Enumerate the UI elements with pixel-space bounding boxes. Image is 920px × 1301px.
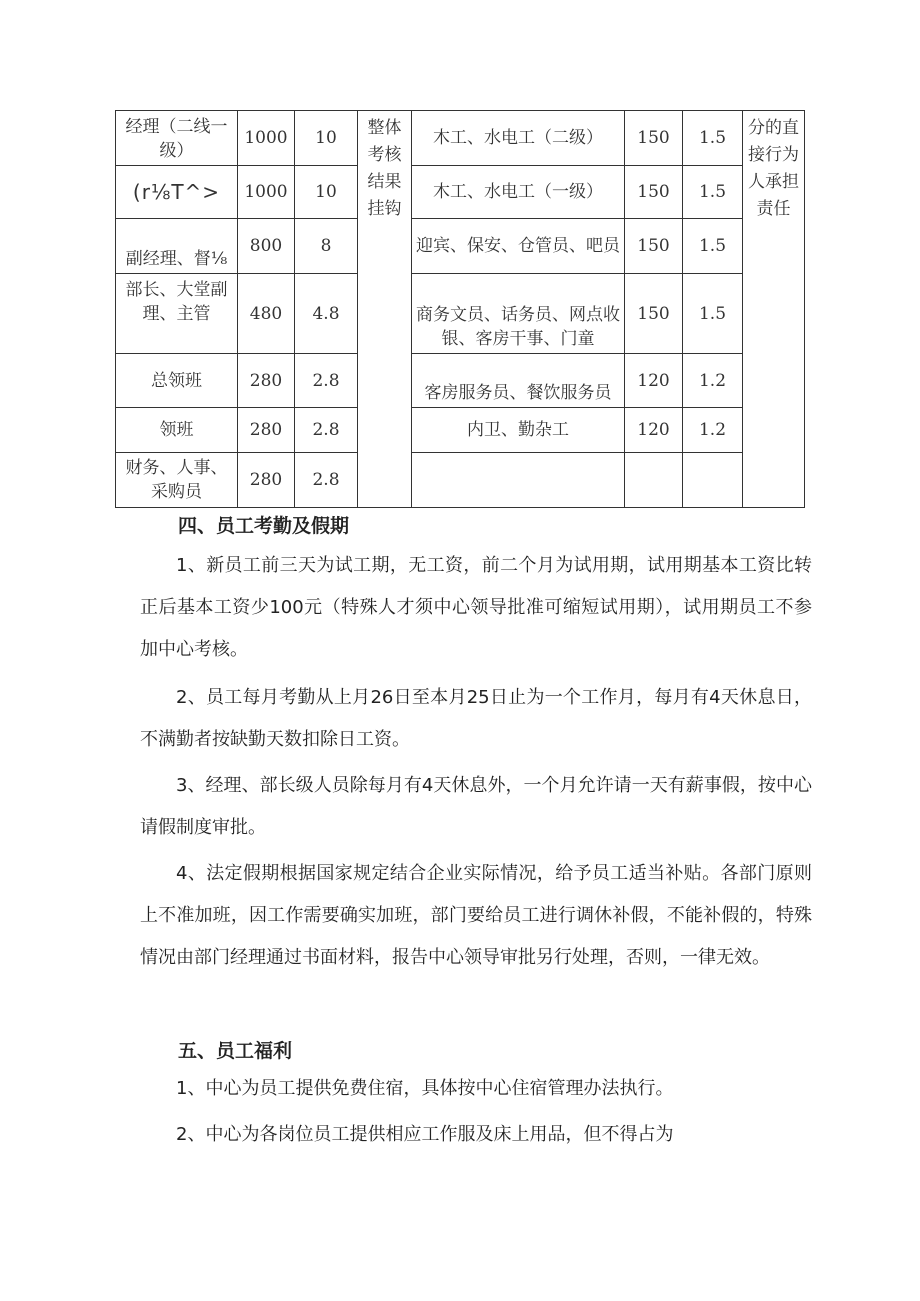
coefficient-cell: 10 [295, 111, 358, 166]
table-row [116, 219, 805, 274]
coefficient-cell: 1.5 [683, 274, 743, 354]
amount-cell: 480 [238, 274, 295, 354]
position-cell: 商务文员、话务员、网点收银、客房干事、门童 [412, 274, 625, 354]
position-cell: 经理（二线一级） [116, 111, 238, 166]
position-cell: 木工、水电工（二级） [412, 111, 625, 166]
amount-cell: 280 [238, 453, 295, 508]
coefficient-cell: 1.5 [683, 111, 743, 166]
position-cell: 木工、水电工（一级） [412, 166, 625, 219]
table-row [116, 274, 805, 354]
coefficient-cell: 1.5 [683, 166, 743, 219]
amount-cell: 280 [238, 408, 295, 453]
position-cell: 领班 [116, 408, 238, 453]
position-cell: 副经理、督⅛ [116, 219, 238, 274]
assessment-note: 整体考核结果挂钩 [358, 111, 412, 508]
table-row [116, 453, 805, 508]
amount-cell [625, 453, 683, 508]
paragraph: 4、法定假期根据国家规定结合企业实际情况，给予员工适当补贴。各部门原则上不准加班，因工作需要确实加班，部门要给员工进行调休补假，不能补假的，特殊情况由部门经理通过书面材料，报告中心领导审批另行处理，否则，一律无效。 [140, 863, 812, 968]
table-row [116, 166, 805, 219]
table-row [116, 408, 805, 453]
amount-cell: 150 [625, 111, 683, 166]
coefficient-cell: 2.8 [295, 408, 358, 453]
amount-cell: 150 [625, 219, 683, 274]
paragraph: 2、员工每月考勤从上月26日至本月25日止为一个工作月，每月有4天休息日，不满勤者按缺勤天数扣除日工资。 [140, 687, 812, 750]
coefficient-cell: 1.2 [683, 408, 743, 453]
coefficient-cell: 1.5 [683, 219, 743, 274]
table-row [116, 111, 805, 166]
position-cell [412, 453, 625, 508]
amount-cell: 150 [625, 166, 683, 219]
amount-cell: 1000 [238, 111, 295, 166]
position-cell: 财务、人事、采购员 [116, 453, 238, 508]
coefficient-cell [683, 453, 743, 508]
coefficient-cell: 10 [295, 166, 358, 219]
amount-cell: 120 [625, 408, 683, 453]
position-cell: 内卫、勤杂工 [412, 408, 625, 453]
position-cell: (r⅛T^> [116, 166, 238, 219]
position-cell: 客房服务员、餐饮服务员 [412, 354, 625, 408]
position-cell: 部长、大堂副理、主管 [116, 274, 238, 354]
section-heading: 五、员工福利 [178, 1040, 293, 1062]
responsibility-note: 分的直接行为人承担责任 [743, 111, 805, 508]
coefficient-cell: 8 [295, 219, 358, 274]
coefficient-cell: 4.8 [295, 274, 358, 354]
paragraph: 1、新员工前三天为试工期，无工资，前二个月为试用期，试用期基本工资比转正后基本工资少100元（特殊人才须中心领导批准可缩短试用期），试用期员工不参加中心考核。 [140, 555, 812, 660]
position-cell: 迎宾、保安、仓管员、吧员 [412, 219, 625, 274]
salary-table [115, 110, 805, 508]
amount-cell: 150 [625, 274, 683, 354]
coefficient-cell: 2.8 [295, 453, 358, 508]
coefficient-cell: 2.8 [295, 354, 358, 408]
amount-cell: 1000 [238, 166, 295, 219]
table-row [116, 354, 805, 408]
coefficient-cell: 1.2 [683, 354, 743, 408]
paragraph: 2、中心为各岗位员工提供相应工作服及床上用品，但不得占为 [176, 1124, 674, 1145]
paragraph: 3、经理、部长级人员除每月有4天休息外，一个月允许请一天有薪事假，按中心请假制度审批。 [140, 775, 812, 838]
amount-cell: 120 [625, 354, 683, 408]
paragraph: 1、中心为员工提供免费住宿，具体按中心住宿管理办法执行。 [176, 1078, 674, 1099]
amount-cell: 800 [238, 219, 295, 274]
position-cell: 总领班 [116, 354, 238, 408]
section-heading: 四、员工考勤及假期 [178, 515, 350, 537]
amount-cell: 280 [238, 354, 295, 408]
